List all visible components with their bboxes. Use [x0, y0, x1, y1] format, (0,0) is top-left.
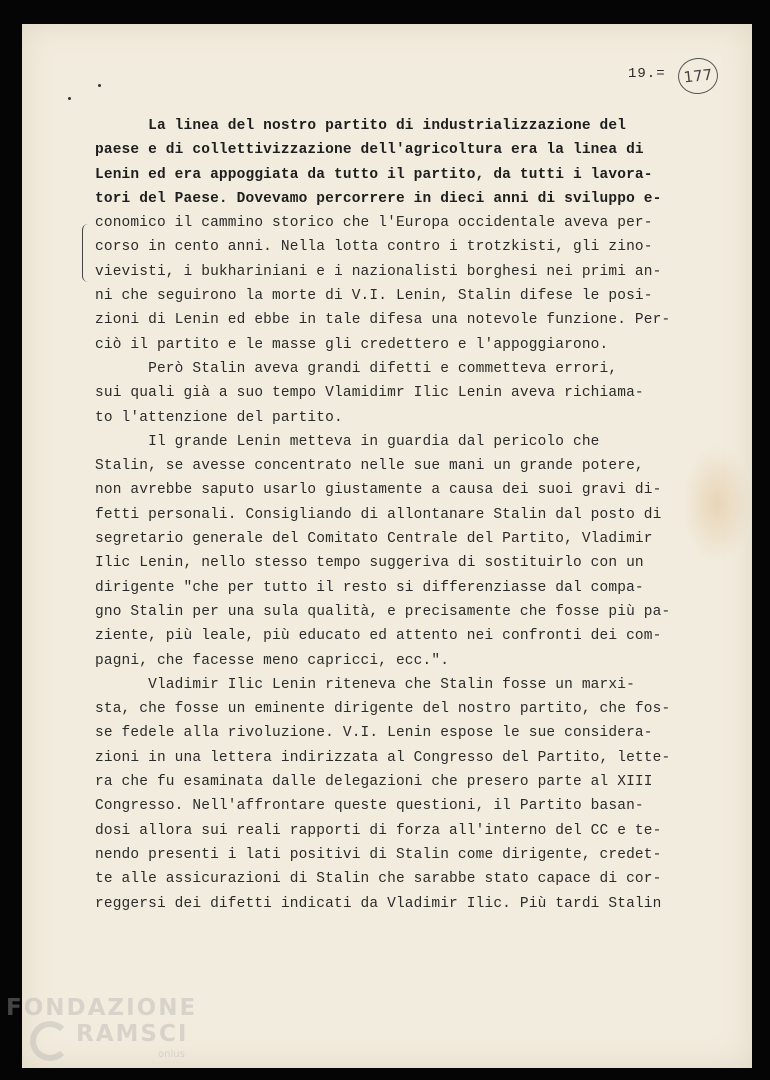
fondazione-gramsci-watermark: [6, 995, 197, 1061]
text-line: reggersi dei difetti indicati da Vladimir Ilic. Più tardi Stalin: [95, 895, 662, 912]
text-line: ni che seguirono la morte di V.I. Lenin, Stalin difese le posi-: [95, 288, 653, 305]
text-line: La linea del nostro partito di industrializzazione del: [95, 118, 627, 134]
text-line: Ilic Lenin, nello stesso tempo suggeriva di sostituirlo con un: [95, 555, 644, 572]
ink-speck: [68, 97, 71, 100]
text-line: zioni in una lettera indirizzata al Congresso del Partito, lette-: [95, 749, 671, 766]
text-line: Però Stalin aveva grandi difetti e commetteva errori,: [95, 360, 618, 377]
text-line: sui quali già a suo tempo Vlamidimr Ilic Lenin aveva richiama-: [95, 385, 644, 402]
text-line: to l'attenzione del partito.: [95, 409, 343, 426]
document-page: [22, 24, 752, 1068]
text-line: Lenin ed era appoggiata da tutto il partito, da tutti i lavora-: [95, 166, 653, 183]
page-number: 19.=: [628, 66, 666, 82]
text-line: ciò il partito e le masse gli credettero e l'appoggiarono.: [95, 336, 609, 353]
text-line: corso in cento anni. Nella lotta contro i trotzkisti, gli zino-: [95, 239, 653, 256]
watermark-suffix: onlus: [158, 1049, 185, 1060]
text-line: zioni di Lenin ed ebbe in tale difesa una notevole funzione. Per-: [95, 312, 671, 329]
text-line: dosi allora sui reali rapporti di forza all'interno del CC e te-: [95, 822, 662, 839]
archive-number-stamp: 177: [676, 56, 720, 96]
text-line: se fedele alla rivoluzione. V.I. Lenin espose le sue considera-: [95, 725, 653, 742]
watermark-line-1: FONDAZIONE: [6, 995, 198, 1021]
text-line: nendo presenti i lati positivi di Stalin come dirigente, credet-: [95, 846, 662, 863]
text-line: gno Stalin per una sula qualità, e precisamente che fosse più pa-: [95, 603, 671, 620]
watermark-g-logo-icon: [30, 1021, 70, 1061]
text-line: Vladimir Ilic Lenin riteneva che Stalin fosse un marxi-: [95, 676, 635, 693]
text-line: fetti personali. Consigliando di allontanare Stalin dal posto di: [95, 506, 662, 523]
watermark-line-2: RAMSCI: [76, 1021, 189, 1047]
text-line: Il grande Lenin metteva in guardia dal pericolo che: [95, 433, 600, 450]
text-line: te alle assicurazioni di Stalin che sarabbe stato capace di cor-: [95, 871, 662, 888]
text-line: dirigente "che per tutto il resto si differenziasse dal compa-: [95, 579, 644, 596]
text-line: segretario generale del Comitato Centrale del Partito, Vladimir: [95, 531, 653, 548]
text-line: tori del Paese. Dovevamo percorrere in dieci anni di sviluppo e-: [95, 190, 662, 207]
ink-speck: [98, 84, 101, 87]
text-line: non avrebbe saputo usarlo giustamente a causa dei suoi gravi di-: [95, 482, 662, 499]
text-line: vievisti, i bukhariniani e i nazionalisti borghesi nei primi an-: [95, 263, 662, 280]
text-line: Stalin, se avesse concentrato nelle sue mani un grande potere,: [95, 458, 644, 475]
text-line: pagni, che facesse meno capricci, ecc.".: [95, 652, 450, 669]
margin-bracket-mark: [82, 224, 89, 282]
text-line: ra che fu esaminata dalle delegazioni che presero parte al XIII: [95, 774, 653, 791]
text-line: ziente, più leale, più educato ed attento nei confronti dei com-: [95, 628, 662, 645]
text-line: sta, che fosse un eminente dirigente del nostro partito, che fos-: [95, 701, 671, 718]
text-line: Congresso. Nell'affrontare queste questioni, il Partito basan-: [95, 798, 644, 815]
text-line: conomico il cammino storico che l'Europa occidentale aveva per-: [95, 215, 653, 232]
text-line: paese e di collettivizzazione dell'agricoltura era la linea di: [95, 142, 644, 159]
typewritten-body: [95, 114, 695, 916]
